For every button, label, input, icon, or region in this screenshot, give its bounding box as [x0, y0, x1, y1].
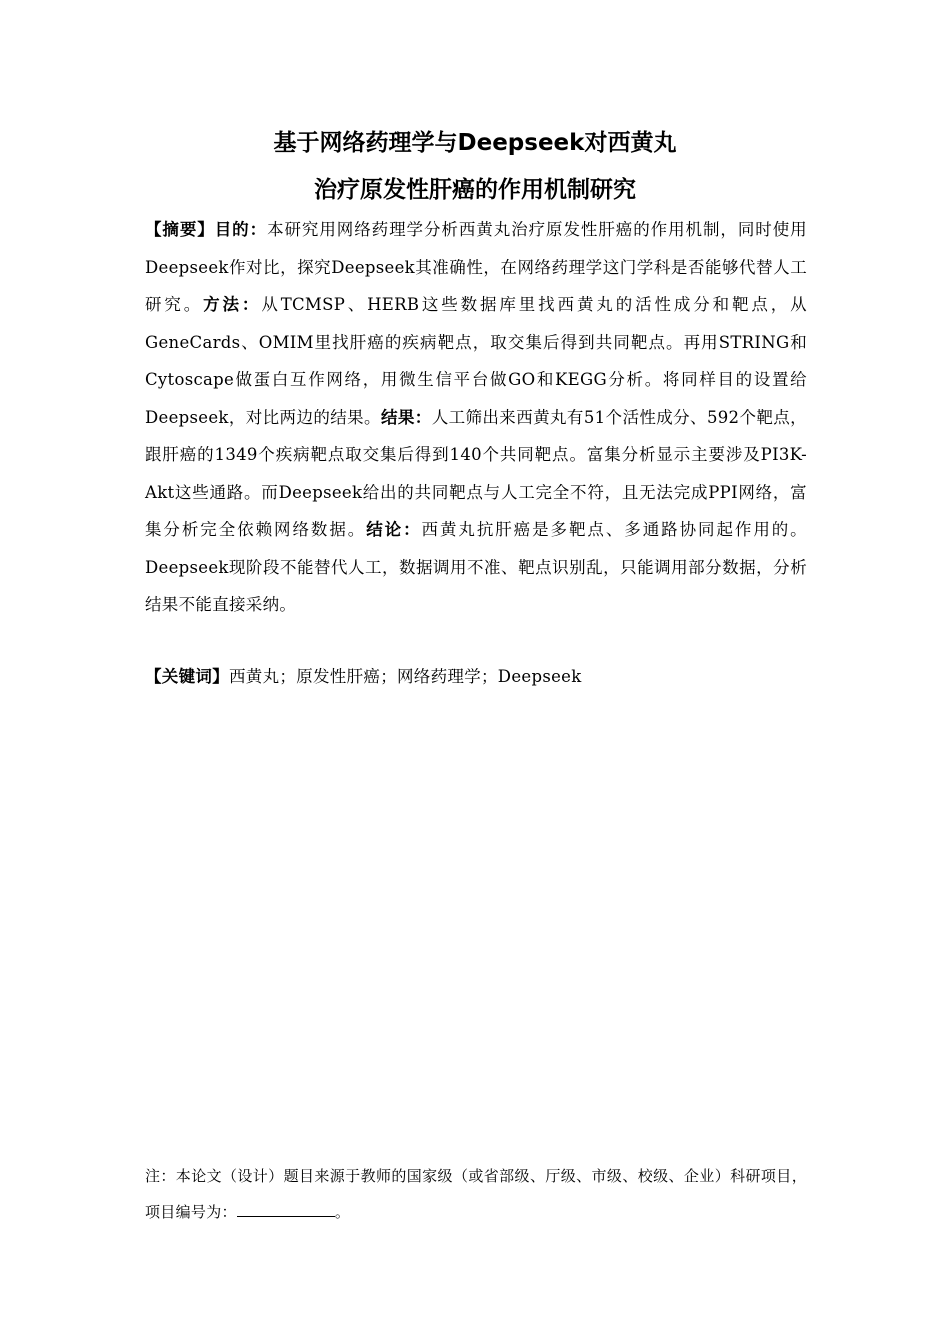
conclusion-text: 西黄丸抗肝癌是多靶点、多通路协同起作用的。Deepseek现阶段不能替代人工，数据调用不准、靶点识别乱，只能调用部分数据，分析结果不能直接采纳。: [145, 520, 807, 614]
footnote: [145, 1158, 807, 1230]
note-end: 。: [334, 1203, 351, 1221]
method-text: 从TCMSP、HERB这些数据库里找西黄丸的活性成分和靶点，从GeneCards、OMIM里找肝癌的疾病靶点，取交集后得到共同靶点。再用STRING和Cytoscape做蛋白互作网络，用微生信平台做GO和KEGG分析。将同样目的设置给Deepseek，对比两边的结果。: [145, 295, 807, 427]
purpose-label: 目的：: [214, 220, 268, 239]
method-label: 方法：: [203, 295, 262, 314]
result-text: 人工筛出来西黄丸有51个活性成分、592个靶点，跟肝癌的1349个疾病靶点取交集后得到140个共同靶点。富集分析显示主要涉及PI3K-Akt这些通路。而Deepseek给出的共同靶点与人工完全不符，且无法完成PPI网络，富集分析完全依赖网络数据。: [145, 407, 807, 539]
paper-title-line-2: 治疗原发性肝癌的作用机制研究: [314, 177, 636, 203]
result-label: 结果：: [380, 407, 432, 427]
project-number-blank: [237, 1215, 335, 1217]
keywords-text: 西黄丸；原发性肝癌；网络药理学；Deepseek: [229, 667, 582, 686]
note-text: 注：本论文（设计）题目来源于教师的国家级（或省部级、厅级、市级、校级、企业）科研项目，项目编号为：: [145, 1167, 807, 1221]
abstract-label: 【摘要】: [145, 220, 215, 239]
keywords-paragraph: [145, 658, 807, 696]
conclusion-label: 结论：: [366, 520, 422, 539]
abstract-paragraph: [145, 211, 807, 624]
paper-title-line-1: 基于网络药理学与Deepseek对西黄丸: [273, 130, 677, 156]
keywords-label: 【关键词】: [145, 667, 229, 686]
purpose-text: 本研究用网络药理学分析西黄丸治疗原发性肝癌的作用机制，同时使用Deepseek作对比，探究Deepseek其准确性，在网络药理学这门学科是否能够代替人工研究。: [145, 220, 807, 314]
